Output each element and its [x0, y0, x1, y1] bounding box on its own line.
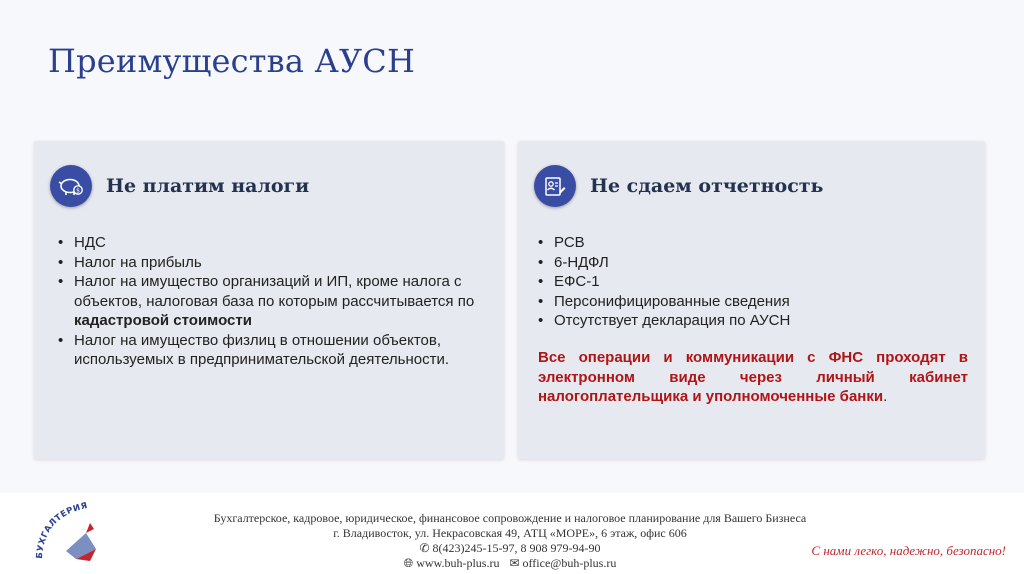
footer-address: г. Владивосток, ул. Некрасовская 49, АТЦ «МОРЕ», 6 этаж, офис 606 [333, 526, 687, 540]
list-item: • 6-НДФЛ [536, 253, 966, 273]
card-header [534, 165, 823, 207]
globe-icon: 🌐︎ [403, 556, 414, 570]
footer-info [200, 511, 820, 571]
slide-title: Преимущества АУСН [48, 42, 416, 80]
list-item: • Налог на прибыль [56, 253, 496, 273]
list-item: • ЕФС-1 [536, 272, 966, 292]
report-document-icon [534, 165, 576, 207]
list-item: • РСВ [536, 233, 966, 253]
fns-note: Все операции и коммуникации с ФНС проходят в электронном виде через личный кабинет налогоплательщика и уполномоченные банки. [538, 349, 968, 405]
card-header [50, 165, 309, 207]
list-item: • Налог на имущество физлиц в отношении объектов, используемых в предпринимательской деятельности. [56, 331, 496, 370]
svg-text:БУХГАЛТЕРИЯ ПЛЮС: БУХГАЛТЕРИЯ [34, 500, 89, 560]
footer-phone: ✆ 8(423)245-15-97, 8 908 979-94-90 [419, 541, 601, 555]
piggy-bank-icon [50, 165, 92, 207]
mail-icon: ✉ [509, 556, 520, 570]
footer-services: Бухгалтерское, кадровое, юридическое, финансовое сопровождение и налоговое планирование для Вашего Бизнеса [213, 511, 807, 525]
svg-text:$: $ [76, 187, 80, 195]
report-list [536, 233, 966, 331]
card-no-taxes [34, 141, 504, 459]
slogan: С нами легко, надежно, безопасно! [811, 543, 1006, 558]
card-title: Не сдаем отчетность [590, 175, 824, 197]
cadastral-value-emphasis: кадастровой стоимости [74, 312, 252, 329]
website-link[interactable]: 🌐︎ www.buh-plus.ru [403, 556, 500, 570]
list-item: • Персонифицированные сведения [536, 292, 966, 312]
card-title: Не платим налоги [106, 175, 310, 197]
company-logo [34, 499, 124, 567]
footer [0, 493, 1024, 574]
list-item: • НДС [56, 233, 496, 253]
tax-list [56, 233, 496, 370]
footer-contacts [200, 556, 820, 571]
list-item: • Налог на имущество организаций и ИП, кроме налога с объектов, налоговая база по которым рассчитывается по кадастровой стоимости [56, 272, 496, 331]
phone-icon: ✆ [419, 541, 430, 555]
list-item: • Отсутствует декларация по АУСН [536, 311, 966, 331]
email-link[interactable]: ✉ office@buh-plus.ru [509, 556, 617, 570]
card-no-reporting [518, 141, 985, 459]
